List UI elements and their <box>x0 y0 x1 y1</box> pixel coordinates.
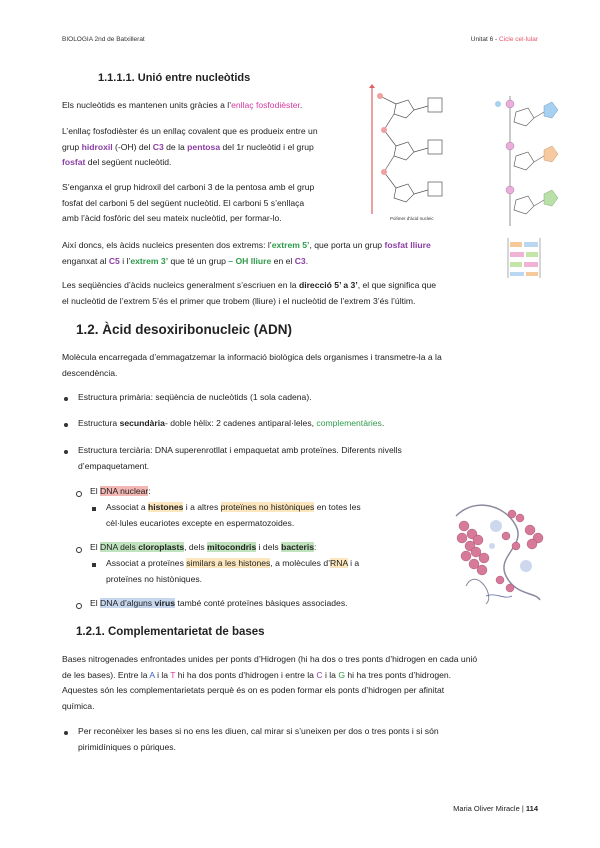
nucleotide-chain-figure <box>490 86 562 236</box>
page-number: 114 <box>525 804 538 813</box>
bullet-dot <box>64 731 68 735</box>
para-dna-intro: Molècula encarregada d’emmagatzemar la informació biològica dels organismes i transmetre-la a la descendència. <box>62 352 442 378</box>
section-title-1111: 1.1.1.1. Unió entre nucleòtids <box>98 72 251 84</box>
footer-author: Maria Oliver Miracle <box>453 804 520 813</box>
header-left: BIOLOGIA 2nd de Batxillerat <box>62 36 145 43</box>
square-bullet <box>92 563 96 567</box>
sub-dna-nuclear: El DNA nuclear: <box>90 486 151 496</box>
header-right: Unitat 6 - Cicle cel·lular <box>470 36 538 43</box>
para-hydroxyl: S’enganxa el grup hidroxil del carboni 3 de la pentosa amb el grup fosfat del carboni 5 del següent nucleòtid. El carboni 5 s’enllaça amb l’àcid fosfòric del seu mateix nucleòtid, per formar-lo. <box>62 182 315 223</box>
sub-dna-organelles: El DNA dels cloroplasts, dels mitocondris i dels bacteris: <box>90 542 317 552</box>
sub-dna-organelles-detail: Associat a proteïnes similars a les histones, a molècules d’RNA i a proteïnes no històniques. <box>106 558 360 584</box>
chromatin-packaging-figure <box>446 496 546 608</box>
bullet-dot <box>64 423 68 427</box>
para-extremes: Així doncs, els àcids nucleics presenten dos extrems: l’extrem 5’, que porta un grup fosfat lliure enganxat al C5 i l’extrem 3’ que té un grup – OH lliure en el C3. <box>62 240 431 266</box>
section-title-12: 1.2. Àcid desoxiribonucleic (ADN) <box>76 322 293 337</box>
bullet-primary: Estructura primària: seqüència de nucleòtids (1 sola cadena). <box>78 392 312 402</box>
circle-bullet <box>76 547 82 553</box>
bullet-tertiary: Estructura terciària: DNA superenrotllat i empaquetat amb proteïnes. Diferents nivells d’empaquetament. <box>78 445 402 471</box>
footer: Maria Oliver Miracle | 114 <box>453 804 538 813</box>
para-phosphodiester: L’enllaç fosfodièster és un enllaç covalent que es produeix entre un grup hidroxil (-OH) del C3 de la pentosa del 1r nucleòtid i el grup fosfat del següent nucleòtid. <box>62 126 318 167</box>
header-accent: Cicle cel·lular <box>498 36 538 43</box>
sub-dna-nuclear-detail: Associat a histones i a altres proteïnes no històniques en totes les cèl·lules eucariotes excepte en espermatozoides. <box>106 502 361 528</box>
para-direction: Les seqüències d’àcids nucleics generalment s’escriuen en la direcció 5’ a 3’, el que significa que el nucleòtid de l’extrem 5’és el primer que trobem (lliure) i el nucleòtid de l’extrem 3’és l’últim. <box>62 280 437 306</box>
square-bullet <box>92 507 96 511</box>
sub-dna-virus: El DNA d’alguns virus també conté proteïnes bàsiques associades. <box>90 598 348 608</box>
circle-bullet <box>76 491 82 497</box>
bullet-dot <box>64 450 68 454</box>
bullet-recognize-bases: Per reconèixer les bases si no ens les diuen, cal mirar si s’uneixen per dos o tres ponts i si són pirimidíniques o púriques. <box>78 726 439 752</box>
section-title-121: 1.2.1. Complementarietat de bases <box>76 626 265 638</box>
para-complementarity: Bases nitrogenades enfrontades unides per ponts d’Hidrogen (hi ha dos o tres ponts d’hidrogen en cada unió de les bases). Entre la A i la T hi ha dos ponts d’hidrogen i entre la C i la G hi ha tres ponts d’hidrogen. Aquestes són les complementarietats perquè és on es poden formar els ponts d’hidrogen per afinitat química. <box>62 654 478 711</box>
figure-caption: Polímer d'àcid nucleic <box>390 216 434 221</box>
nucleic-acid-polymer-figure <box>366 84 450 224</box>
circle-bullet <box>76 603 82 609</box>
para-union: Els nucleòtids es mantenen units gràcies a l’enllaç fosfodièster. <box>62 100 303 110</box>
bullet-secondary: Estructura secundària- doble hèlix: 2 cadenes antiparal·leles, complementàries. <box>78 418 385 428</box>
bullet-dot <box>64 397 68 401</box>
